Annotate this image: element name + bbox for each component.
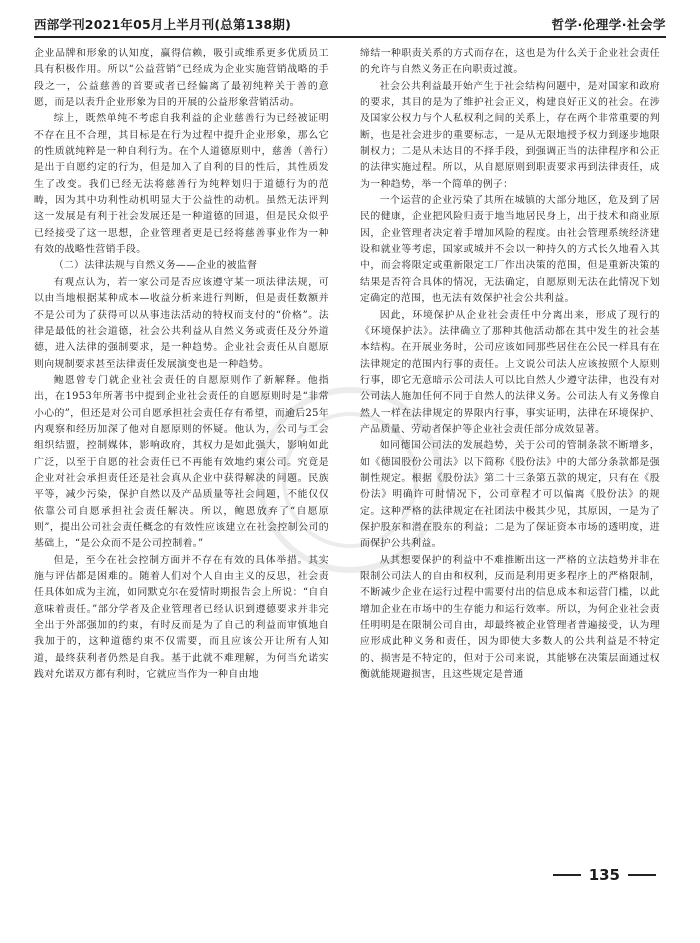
body-paragraph: 如同德国公司法的发展趋势，关于公司的管制条款不断增多，如《德国股份公司法》以下简称《股份法》中的大部分条款都是强制性规定。根据《股份法》第二十三条第五款的规定，只有在《股份法》明确许可时情况下，公司章程才可以偏离《股份法》的规定。这种严格的法律规定在社团法中极其少见，其原因，一是为了保护股东和潜在股东的利益；二是为了保证资本市场的透明度，进而保护公共利益。 <box>360 440 660 550</box>
page-number-dash-left <box>553 874 581 876</box>
body-paragraph: 从其想要保护的利益中不难推断出这一严格的立法趋势并非在限制公司法人的自由和权利，反而是利用更多程序上的严格限制，不断减少企业在运行过程中需要付出的信息成本和运营门槛，以此增加企业在市场中的生存能力和运行效率。所以，为何企业社会责任明明是在限制公司自由，却最终被企业管理者普遍接受，认为理应形成此种义务和责任，因为即使大多数人的公共利益是不特定的、损害是不特定的，但对于公司来说，其能够在决策层面通过权衡就能规避损害，且这些规定是普通 <box>360 554 660 681</box>
journal-issue-title: 西部学刊2021年05月上半月刊(总第138期) <box>34 17 292 32</box>
left-column <box>34 46 329 866</box>
right-column <box>360 46 660 866</box>
body-paragraph: 因此，环境保护从企业社会责任中分离出来，形成了现行的《环境保护法》。法律确立了那种其他活动都在其中发生的社会基本结构。在开展业务时，公司应该如同那些居住在公民一样具有在法律规定的范围内行事的责任。上文说公司法人应该按照个人原则行事，即它无意暗示公司法人可以比自然人少遵守法律，也没有对公司法人施加任何不同于自然人的法律义务。公司法人有义务像自然人一样在法律规定的界限内行事，事实证明，法律在环境保护、产品质量、劳动者保护等企业社会责任部分成效显著。 <box>360 309 660 435</box>
body-paragraph: 有观点认为，若一家公司是否应该遵守某一项法律法规，可以由当地根据某种成本—收益分析来进行判断，但是责任数额并不是公司为了获得可以从事违法活动的特权而支付的“价格”。法律是最低的社会道德，社会公共利益从自然义务或责任及分外道德，进入法律的强制要求，是一种趋势。企业社会责任从自愿原则向规制要求甚至法律责任发展演变也是一种趋势。 <box>34 276 329 370</box>
body-paragraph: 缔结一种职责关系的方式而存在，这也是为什么关于企业社会责任的允许与自然义务正在向职责过渡。 <box>360 48 660 76</box>
body-paragraph: 社会公共利益最开始产生于社会结构问题中，是对国家和政府的要求，其目的是为了维护社会正义，构建良好正义的社会。在涉及国家公权力与个人私权利之间的关系上，存在两个非常重要的判断，也是社会进步的重要标志，一是从无限地授予权力到逐步地限制权力；二是从未达目的不择手段，到强调正当的法律程序和公正的法律实施过程。所以，从自愿原则到职责要求再到法律责任，成为一种趋势，举一个简单的例子： <box>360 80 660 190</box>
body-paragraph: 鲍恩曾专门就企业社会责任的自愿原则作了新解释。他指出，在1953年所著书中提到企业社会责任的自愿原则时是“非常小心的”，但还是对公司自愿承担社会责任存有希望，而逾后25年内观察和经历加深了他对自愿原则的怀疑。他认为，公司与工会组织结盟，控制媒体，影响政府，其权力是如此强大，影响如此广泛，以至于自愿的社会责任已不再能有效地约束公司。究竟是企业对社会承担责任还是社会真从企业中获得解决的问题。民族平等，减少污染，保护自然以及产品质量等社会问题，不能仅仅依靠公司自愿承担社会责任解决。所以，鲍恩放弃了“自愿原则”，提出公司社会责任概念的有效性应该建立在社会控制公司的基础上，“是公众而不是公司控制着。” <box>34 374 329 550</box>
section-title: 哲学·伦理学·社会学 <box>551 17 666 32</box>
running-header <box>34 14 666 38</box>
section-subheading: （二）法律法规与自然义务——企业的被监督 <box>53 260 258 272</box>
page-number-value: 135 <box>588 866 620 884</box>
body-paragraph: 一个运营的企业污染了其所在城镇的大部分地区，危及到了居民的健康，企业把风险归责于地当地居民身上，出于技术和商业原因，企业管理者决定着手增加风险的程度。由社会管理系统经济建设和就业等考虑，国家或城并不会以一种持久的方式长久地看入其中，而会将限定或重新限定工厂作出决策的范围，但是重新决策的结果是否符合具体的情况，无法确定，自愿原则无法在此情况下划定确定的范围，也无法有效保护社会公共利益。 <box>360 195 660 305</box>
body-paragraph: 但是，至今在社会控制方面并不存在有效的具体举措。其实施与评估都是困难的。随着人们对个人自由主义的反思，社会责任具体如成为主流，如同默克尔在爱情时期报告会上所说：“自自意味着责任。”部分学者及企业管理者已经认识到遵德要求并非完全出于外部强加的约束，有时反而是为了自己的利益而审慎地自我加于的，这种道德约束不仅需要，而且应该公开让所有人知道，最终获利者仍然是自我。基于此就不难理解，为何当允诺实践对允诺双方都有利时，它就应当作为一种自由地 <box>34 554 329 681</box>
body-paragraph: 综上，既然单纯不考虑自我利益的企业慈善行为已经被证明不存在且不合理，其目标是在行为过程中提升企业形象，那么它的性质就纯粹是一种自利行为。在个人道德原则中，慈善（善行）是出于自愿约定的行为，但是加入了自利的目的性后，其性质发生了改变。我们已经无法将慈善行为纯粹划归于道德行为的范畴，因为其中功利性动机明显大于公益性的动机。虽然无法评判这一发展是有利于社会发展还是一种道德的回退，但是民众似乎已经接受了这一思想，企业管理者更是已经将慈善事业作为一种有效的战略性营销手段。 <box>34 113 329 256</box>
body-paragraph: 企业品牌和形象的认知度，赢得信赖，吸引或维系更多优质员工具有积极作用。所以“公益营销”已经成为企业实施营销战略的手段之一，公益慈善的首要或者已经偏离了最初纯粹关于善的意愿，而是以表升企业形象为目的开展的公益形象营销活动。 <box>34 48 329 109</box>
page-number <box>553 866 656 884</box>
page-number-dash-right <box>628 874 656 876</box>
